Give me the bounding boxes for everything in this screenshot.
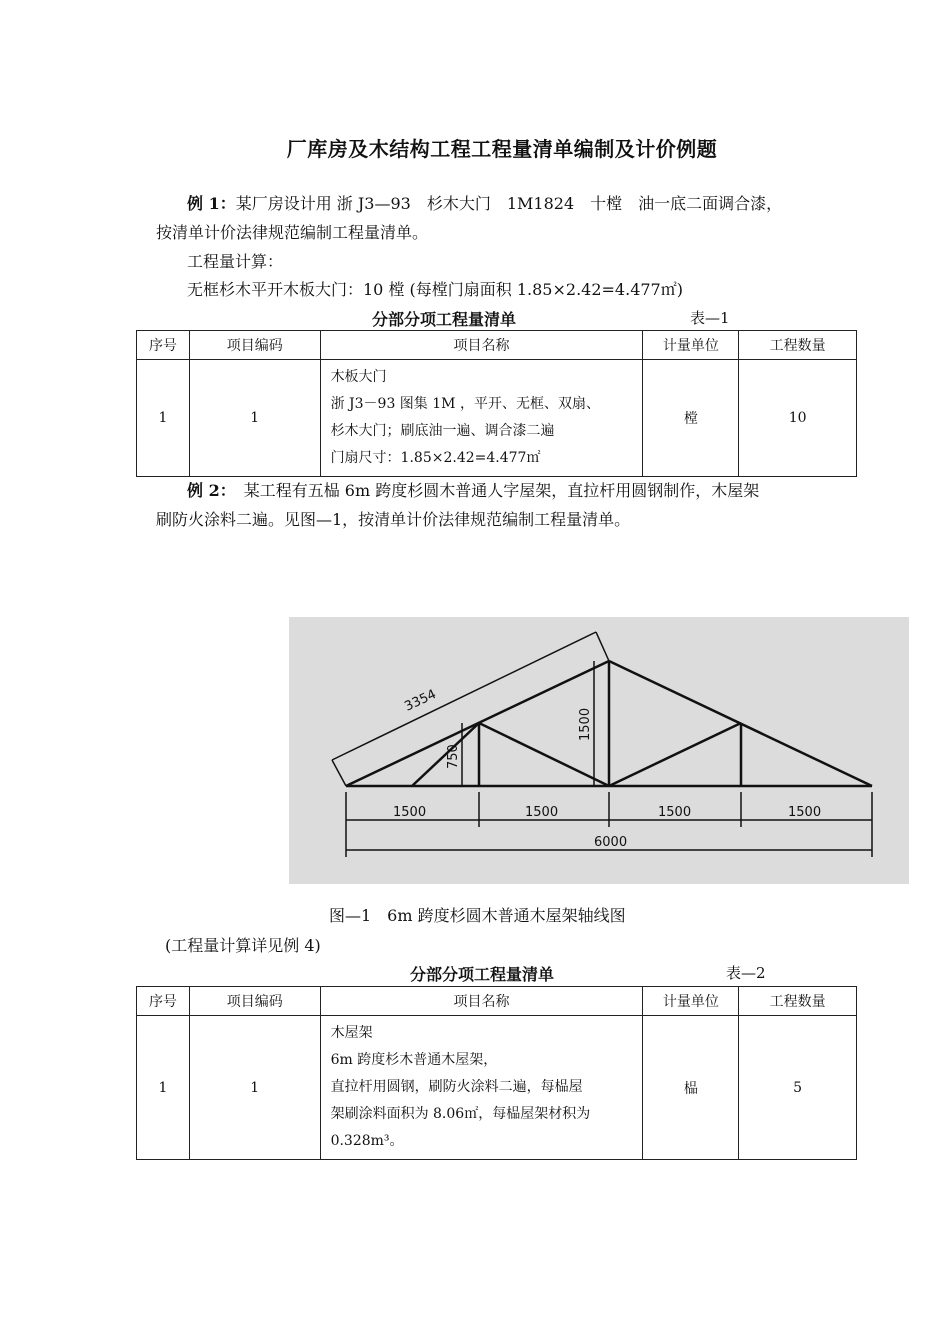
document-title: 厂库房及木结构工程工程量清单编制及计价例题	[286, 137, 718, 161]
figure-note: (工程量计算详见例 4)	[165, 936, 321, 955]
cell-qty: 5	[739, 1016, 857, 1160]
rafter-ext-right	[596, 632, 609, 661]
name-line: 6m 跨度杉木普通木屋架，	[330, 1052, 498, 1068]
dim-span-label: 6000	[594, 835, 628, 850]
col-header-qty: 工程数量	[739, 987, 857, 1016]
cell-code: 1	[189, 360, 320, 477]
table2-number: 表—2	[726, 964, 766, 982]
cell-code: 1	[189, 1016, 320, 1160]
name-line: 架刷涂料面积为 8.06㎡，每榀屋架材积为	[330, 1106, 591, 1122]
truss-diagram-figure	[289, 617, 909, 884]
figure-caption: 图—1 6m 跨度杉圆木普通木屋架轴线图	[329, 906, 626, 925]
truss-diagram	[289, 617, 909, 884]
example2-label: 例 2：	[187, 481, 228, 500]
example1-label: 例 1：	[187, 194, 236, 213]
dim-seg2-label: 1500	[525, 805, 559, 820]
rafter-ext-left	[332, 760, 346, 786]
cell-qty: 10	[739, 360, 857, 477]
table-row	[137, 360, 857, 477]
dim-seg4-label: 1500	[788, 805, 822, 820]
col-header-seq: 序号	[137, 331, 190, 360]
diagonal-right	[609, 723, 741, 786]
cell-unit: 榀	[643, 1016, 739, 1160]
col-header-unit: 计量单位	[643, 331, 739, 360]
example2-line2: 刷防火涂料二遍。见图—1，按清单计价法律规范编制工程量清单。	[156, 510, 631, 529]
col-header-code: 项目编码	[189, 331, 320, 360]
example2-text1: 某工程有五榀 6m 跨度杉圆木普通人字屋架，直拉杆用圆钢制作，木屋架	[227, 481, 760, 500]
table-row	[137, 1016, 857, 1160]
name-line: 杉木大门；刷底油一遍、调合漆二遍	[330, 423, 555, 439]
dim-height-side-label: 750	[446, 744, 461, 769]
cell-name	[320, 1016, 643, 1160]
name-line: 0.328m³。	[330, 1133, 404, 1149]
name-line: 直拉杆用圆钢，刷防火涂料二遍，每榀屋	[330, 1079, 583, 1095]
col-header-name: 项目名称	[320, 331, 643, 360]
table-header-row	[137, 331, 857, 360]
example1-calc-line: 无框杉木平开木板大门：10 樘 (每樘门扇面积 1.85×2.42=4.477㎡)	[187, 280, 683, 299]
name-line: 门扇尺寸：1.85×2.42=4.477㎡	[330, 450, 541, 466]
col-header-code: 项目编码	[189, 987, 320, 1016]
dim-height-mid-label: 1500	[578, 707, 593, 741]
col-header-name: 项目名称	[320, 987, 643, 1016]
example1-text1: 某厂房设计用 浙 J3—93 杉木大门 1M1824 十樘 油一底二面调合漆，	[235, 194, 783, 213]
table2-caption: 分部分项工程量清单	[410, 965, 555, 984]
name-line: 木屋架	[330, 1025, 373, 1041]
dim-rafter-label: 3354	[402, 687, 439, 715]
col-header-unit: 计量单位	[643, 987, 739, 1016]
col-header-seq: 序号	[137, 987, 190, 1016]
example1-line2: 按清单计价法律规范编制工程量清单。	[156, 223, 429, 242]
col-header-qty: 工程数量	[739, 331, 857, 360]
table1-number: 表—1	[690, 309, 730, 327]
cell-unit: 樘	[643, 360, 739, 477]
quantity-table-1	[136, 330, 857, 477]
name-line: 浙 J3－93 图集 1M ，平开、无框、双扇、	[330, 396, 600, 412]
name-line: 木板大门	[330, 369, 387, 385]
cell-seq: 1	[137, 360, 190, 477]
example1-line1	[187, 189, 782, 218]
example2-line1	[187, 476, 759, 505]
cell-name	[320, 360, 643, 477]
quantity-table-2	[136, 986, 857, 1160]
table-header-row	[137, 987, 857, 1016]
table1-caption: 分部分项工程量清单	[372, 310, 517, 329]
dim-seg3-label: 1500	[658, 805, 692, 820]
rafter-dim-line	[332, 632, 596, 760]
dim-seg1-label: 1500	[393, 805, 427, 820]
example1-calc-label: 工程量计算：	[187, 252, 284, 271]
cell-seq: 1	[137, 1016, 190, 1160]
